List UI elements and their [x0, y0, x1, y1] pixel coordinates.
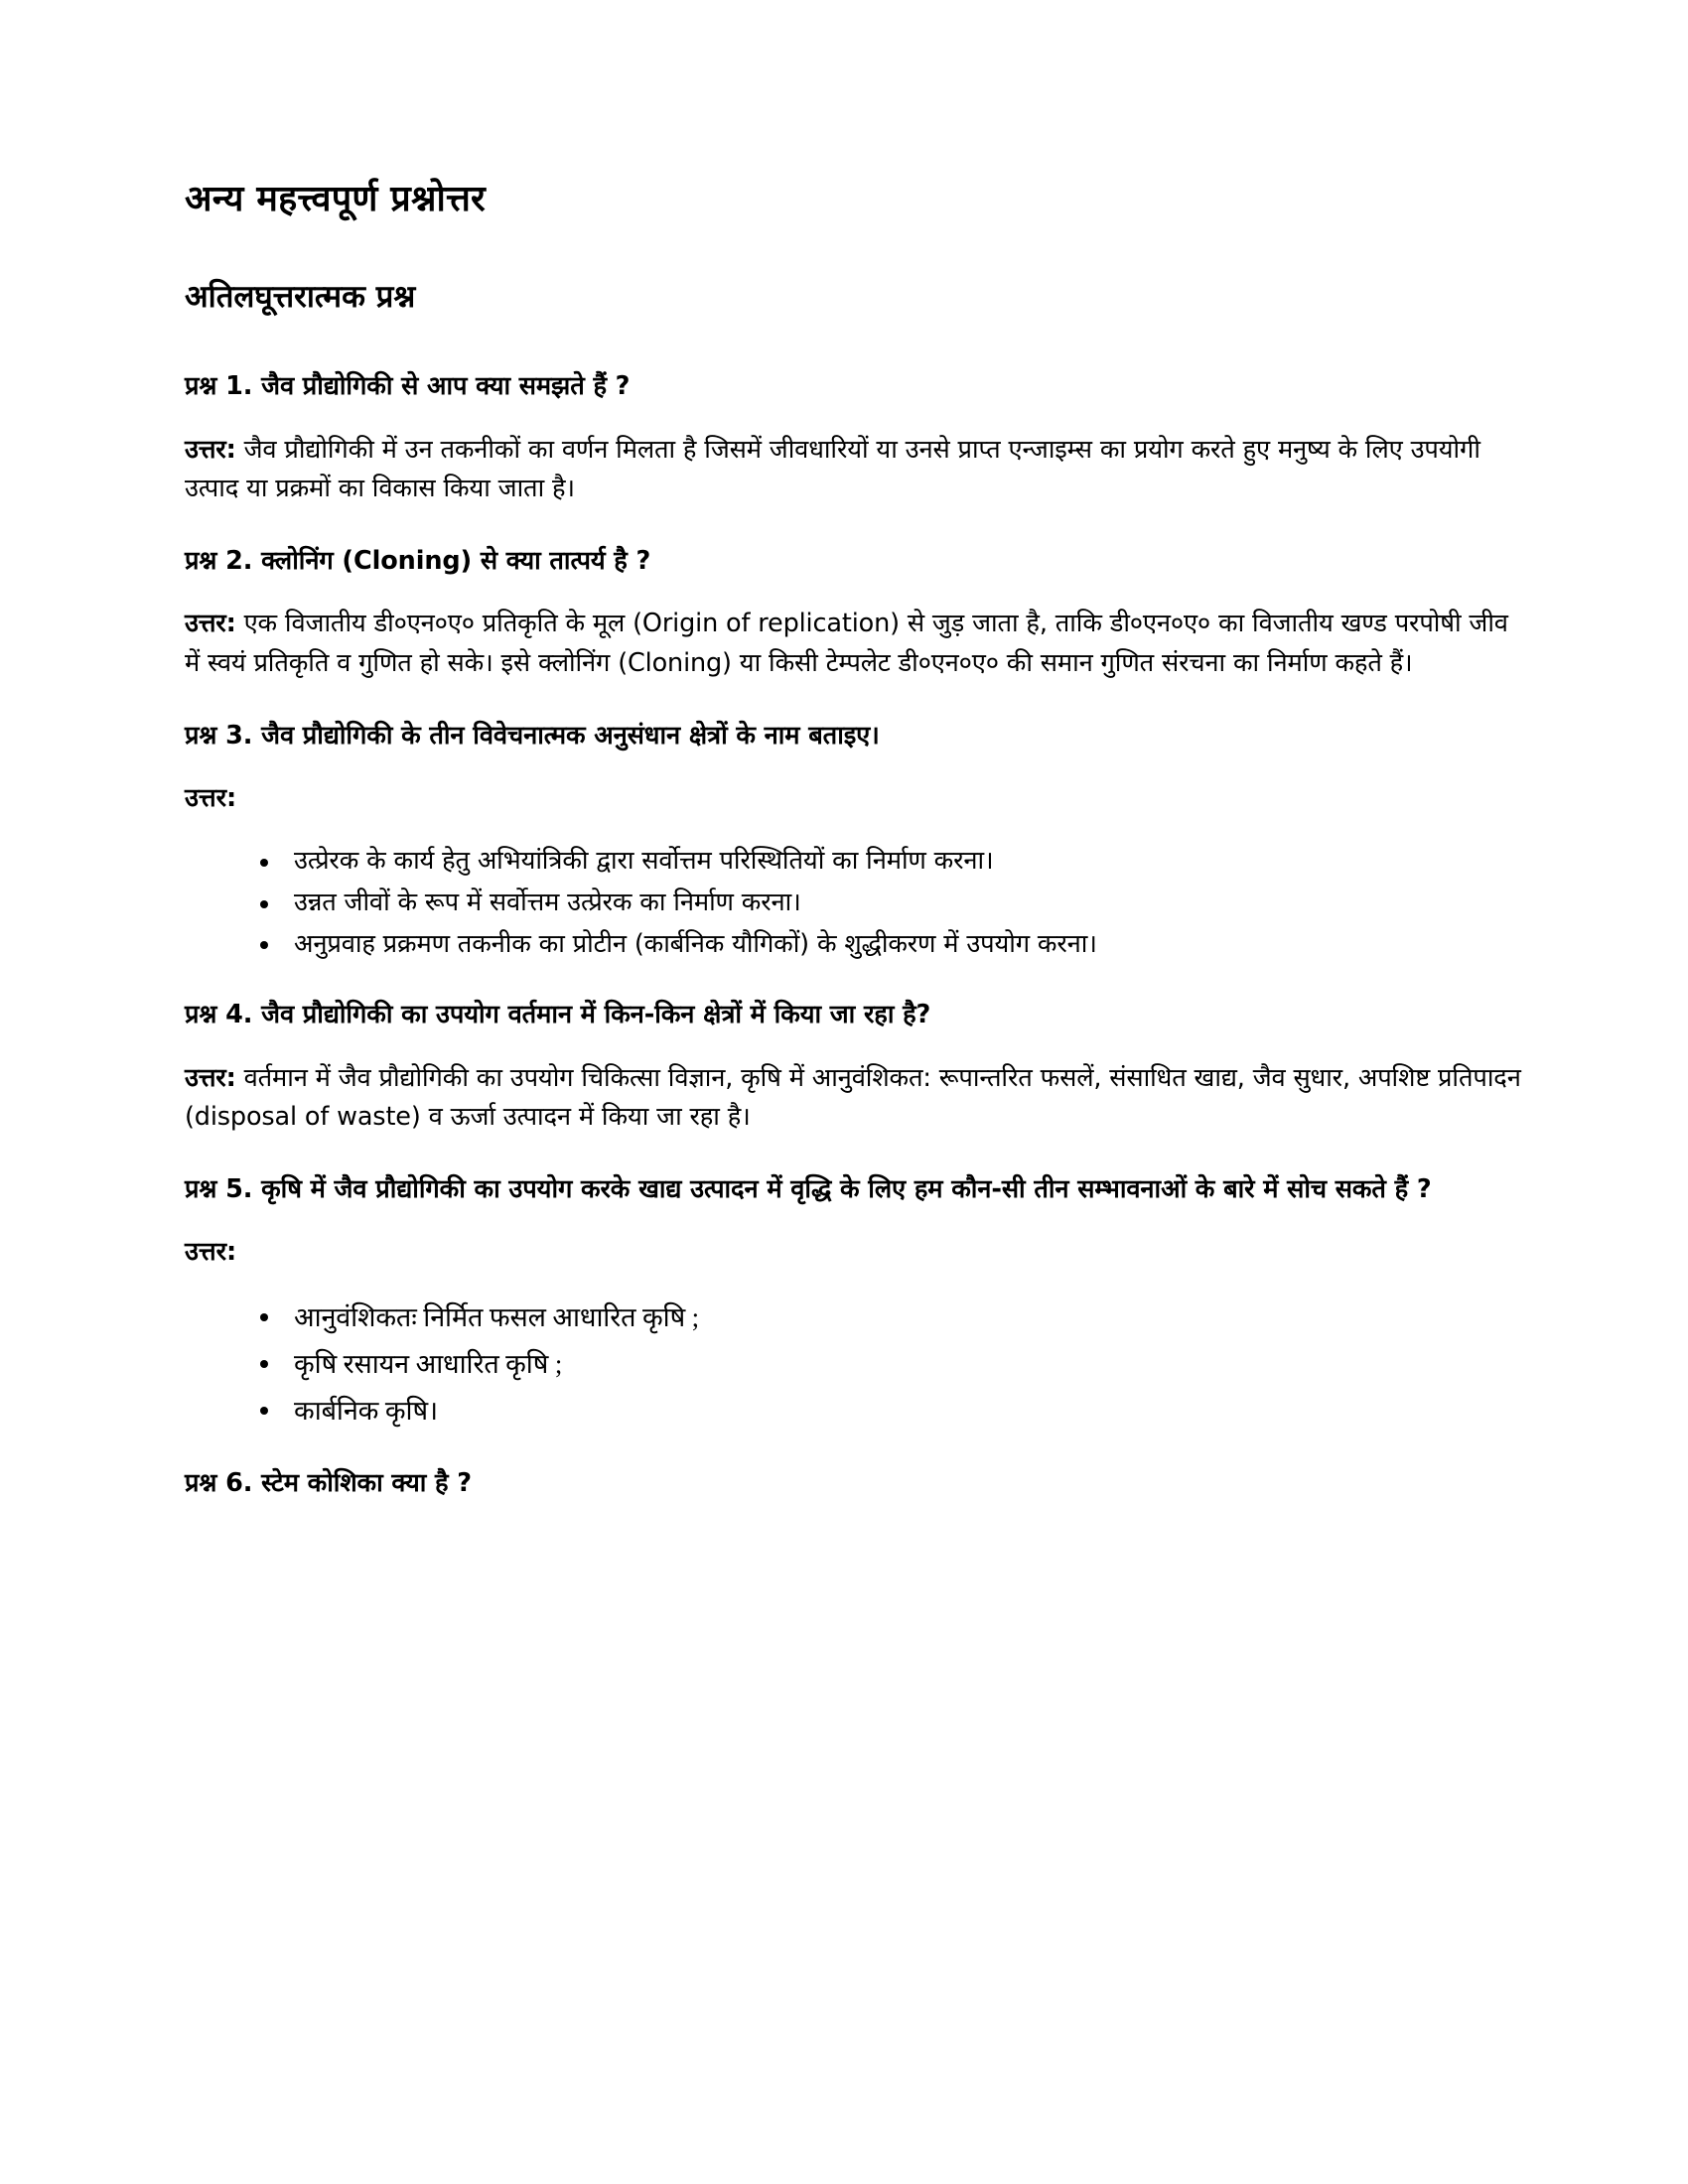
list-item: आनुवंशिकतः निर्मित फसल आधारित कृषि ;: [256, 1297, 1521, 1338]
answer-label-1: उत्तर:: [185, 434, 236, 465]
question-2: प्रश्न 2. क्लोनिंग (Cloning) से क्या तात्पर्य है ?: [185, 546, 651, 577]
qa-block-4: [185, 997, 1521, 1138]
page-title: अन्य महत्त्वपूर्ण प्रश्नोत्तर: [185, 179, 486, 219]
answer-label-4: उत्तर:: [185, 1062, 236, 1093]
list-item: कृषि रसायन आधारित कृषि ;: [256, 1344, 1521, 1385]
answer-text-4: वर्तमान में जैव प्रौद्योगिकी का उपयोग चिकित्सा विज्ञान, कृषि में आनुवंशिकत: रूपान्तरित फसलें, संसाधित खाद्य, जैव सुधार, अपशिष्ट प्रतिपादन (disposal of waste) व ऊर्जा उत्पादन में किया जा रहा है।: [185, 1062, 1521, 1133]
question-5: प्रश्न 5. कृषि में जैव प्रौद्योगिकी का उपयोग करके खाद्य उत्पादन में वृद्धि के लिए हम कौन-सी तीन सम्भावनाओं के बारे में सोच सकते हैं ?: [185, 1174, 1432, 1205]
list-item: कार्बनिक कृषि।: [256, 1391, 1521, 1432]
qa-block-2: [185, 543, 1521, 684]
qa-block-3: [185, 718, 1521, 964]
answer-2: [185, 605, 1521, 684]
answer-4: [185, 1059, 1521, 1139]
answer-1: [185, 431, 1521, 510]
answer-bullets-3: [185, 843, 1521, 963]
question-4: प्रश्न 4. जैव प्रौद्योगिकी का उपयोग वर्तमान में किन-किन क्षेत्रों में किया जा रहा है?: [185, 1000, 931, 1030]
answer-label-3: उत्तर:: [185, 782, 237, 813]
question-6: प्रश्न 6. स्टेम कोशिका क्या है ?: [185, 1467, 472, 1498]
question-1: प्रश्न 1. जैव प्रौद्योगिकी से आप क्या समझते हैं ?: [185, 371, 631, 402]
answer-label-2: उत्तर:: [185, 609, 236, 639]
answer-label-5: उत्तर:: [185, 1237, 237, 1268]
question-3: प्रश्न 3. जैव प्रौद्योगिकी के तीन विवेचनात्मक अनुसंधान क्षेत्रों के नाम बताइए।: [185, 720, 880, 751]
list-item: उन्नत जीवों के रूप में सर्वोत्तम उत्प्रेरक का निर्माण करना।: [256, 885, 1521, 922]
answer-bullets-5: [185, 1297, 1521, 1432]
page-bottom-spacer: [185, 1535, 1521, 1545]
qa-block-1: [185, 368, 1521, 509]
answer-text-2: एक विजातीय डी०एन०ए० प्रतिकृति के मूल (Origin of replication) से जुड़ जाता है, ताकि डी०एन०ए० का विजातीय खण्ड परपोषी जीव में स्वयं प्रतिकृति व गुणित हो सके। इसे क्लोनिंग (Cloning) या किसी टेम्पलेट डी०एन०ए० की समान गुणित संरचना का निर्माण कहते हैं।: [185, 609, 1508, 678]
qa-block-6: [185, 1465, 1521, 1501]
list-item: अनुप्रवाह प्रक्रमण तकनीक का प्रोटीन (कार्बनिक यौगिकों) के शुद्धीकरण में उपयोग करना।: [256, 926, 1521, 964]
list-item: उत्प्रेरक के कार्य हेतु अभियांत्रिकी द्वारा सर्वोत्तम परिस्थितियों का निर्माण करना।: [256, 843, 1521, 881]
section-heading: अतिलघूत्तरात्मक प्रश्न: [185, 279, 416, 315]
answer-text-1: जैव प्रौद्योगिकी में उन तकनीकों का वर्णन मिलता है जिसमें जीवधारियों या उनसे प्राप्त एन्जाइम्स का प्रयोग करते हुए मनुष्य के लिए उपयोगी उत्पाद या प्रक्रमों का विकास किया जाता है।: [185, 434, 1480, 504]
qa-block-5: [185, 1171, 1521, 1432]
